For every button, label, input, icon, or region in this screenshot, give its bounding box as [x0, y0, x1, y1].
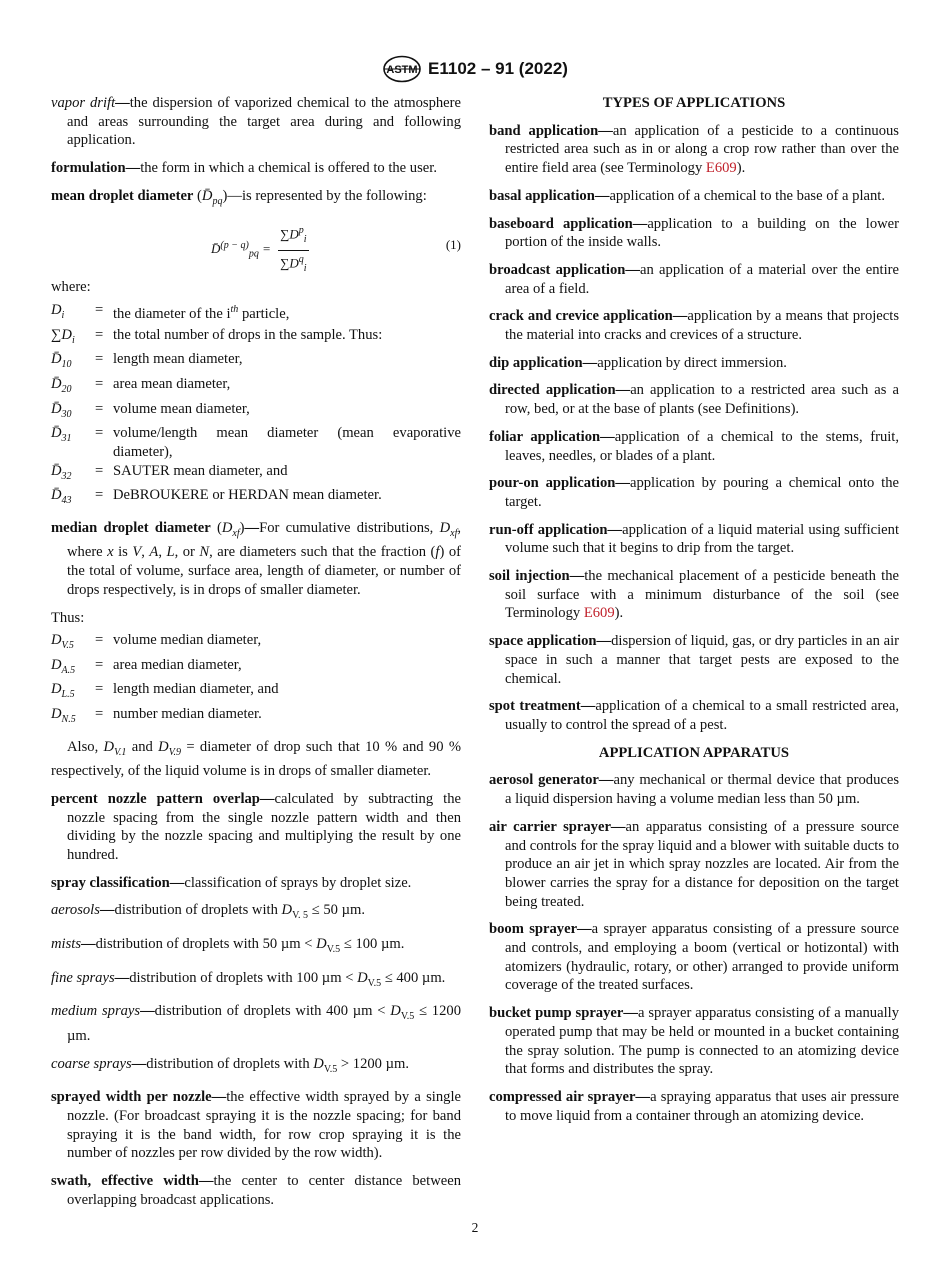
definition-baseboard-application: baseboard application—application to a building on the lower portion of the inside walls. [489, 215, 899, 251]
symbol-row: $D̄_{10}$ = length mean diameter, [51, 351, 243, 371]
definition-fine-sprays: fine sprays—distribution of droplets with 100 $\mu m < D_{V.5} \le 400$ µm. [51, 969, 446, 989]
also-paragraph: Also, $D_{V.1}$ and $D_{V.9}$ = diameter of drop such that 10 % and 90 % respectively, of the liquid volume is in drops of smaller diameter. [51, 738, 461, 780]
definition-vapor-drift: vapor drift—the dispersion of vaporized chemical to the atmosphere and areas surrounding the target area during and following application. [51, 95, 461, 149]
definition-space-application: space application—dispersion of liquid, gas, or dry particles in an air space in such a manner that target pests are exposed to the chemical. [489, 633, 899, 687]
definition-band-application: band application—an application of a pesticide to a continuous restricted area such as in or along a crop row rather than over the entire field area (see Terminology E609). [489, 122, 899, 177]
definition-sprayed-width-per-nozzle: sprayed width per nozzle—the effective width sprayed by a single nozzle. (For broadcast spraying it is the nozzle spacing; for band spraying it is the band width, for row crop spraying it is the number of nozzles per row divided by the row width). [51, 1089, 461, 1162]
right-column [489, 94, 899, 1134]
astm-logo-icon [382, 55, 422, 83]
symbol-row: $D̄_{31}$ = volume/length mean diameter (mean evaporative diameter), [51, 425, 461, 460]
symbol-row: $D_i$ = the diameter of the $i^{th}$ particle, [51, 302, 290, 322]
thus-label: Thus: [51, 609, 85, 626]
where-label: where: [51, 279, 91, 296]
section-heading-types-of-applications: TYPES OF APPLICATIONS [602, 95, 786, 111]
definition-percent-nozzle-pattern-overlap: percent nozzle pattern overlap—calculated by subtracting the nozzle spacing from the single nozzle pattern width and then dividing by the nozzle spacing and multiplying the result by one hundred. [51, 790, 461, 864]
symbol-row: $\sum D_i$ = the total number of drops in the sample. Thus: [51, 326, 383, 346]
definition-coarse-sprays: coarse sprays—distribution of droplets with $D_{V.5} > 1200$ µm. [51, 1055, 410, 1075]
page-number: 2 [471, 1220, 479, 1235]
symbol-row: $D̄_{20}$ = area mean diameter, [51, 375, 231, 395]
definition-aerosol-generator: aerosol generator—any mechanical or thermal device that produces a liquid dispersion having a volume median less than 50 µm. [489, 772, 899, 808]
left-column [51, 94, 461, 1218]
page-header [0, 52, 950, 86]
definition-foliar-application: foliar application—application of a chemical to the stems, fruit, leaves, needles, or blades of a plant. [489, 428, 899, 464]
symbol-row: $D_{N.5}$ = number median diameter. [51, 706, 262, 725]
section-heading-application-apparatus: APPLICATION APPARATUS [598, 744, 790, 761]
symbol-row: $D_{A.5}$ = area median diameter, [51, 656, 242, 676]
equation-1: D̄$^{(p - q)}_{pq}$ = $\frac{\sum D^p_i}{\sum D^q_i}$ (1) [51, 220, 461, 270]
definition-spray-classification: spray classification—classification of sprays by droplet size. [51, 874, 412, 891]
definition-compressed-air-sprayer: compressed air sprayer—a spraying apparatus that uses air pressure to move liquid from a container through an atomizing device. [489, 1088, 899, 1124]
symbol-row: $D_{V.5}$ = volume median diameter, [51, 632, 262, 652]
definition-median-droplet-diameter: median droplet diameter $(D_{xf})—For$ cumulative distributions, $D_{xf}$, where x is V, A, L, or N, are diameters such that the fraction (f) of the total of volume, surface area, length of diameter, or number of drops respectively, is in drops of smaller diameter. [51, 519, 461, 598]
symbol-row: $D̄_{43}$ = DeBROUKERE or HERDAN mean diameter. [51, 487, 382, 507]
definition-crack-and-crevice-application: crack and crevice application—application by a means that projects the material into cracks and crevices of a structure. [489, 308, 899, 344]
definition-basal-application: basal application—application of a chemical to the base of a plant. [489, 187, 885, 204]
definition-pour-on-application: pour-on application—application by pouring a chemical onto the target. [489, 475, 900, 510]
definition-soil-injection: soil injection—the mechanical placement of a pesticide beneath the soil surface with a minimum disturbance of the soil (see Terminology E609). [489, 568, 899, 622]
symbol-row: $D̄_{30}$ = volume mean diameter, [51, 400, 250, 420]
definition-medium-sprays: medium sprays—distribution of droplets with 400 $\mu m < D_{V.5} \le 1200$ µm. [51, 1003, 461, 1044]
definition-run-off-application: run-off application—application of a liquid material using sufficient volume such that it begins to drip from the target. [489, 521, 899, 557]
definition-mean-droplet-diameter: mean droplet diameter $(D̄_{pq})—is$ represented by the following: [51, 187, 427, 207]
definition-dip-application: dip application—application by direct immersion. [489, 354, 787, 371]
definition-broadcast-application: broadcast application—an application of a material over the entire area of a field. [489, 261, 900, 297]
definition-aerosols: aerosols—distribution of droplets with $D_{V. 5} \le 50$ µm. [51, 902, 365, 922]
definition-air-carrier-sprayer: air carrier sprayer—an apparatus consisting of a pressure source and controls for the spray liquid and a blower with suitable ducts to produce an air jet in which spray nozzles are located. Air from the blower carries the spray for a distance for deposition on the target being treated. [489, 818, 899, 910]
definition-mists: mists—distribution of droplets with 50 $\mu m < D_{V.5} \le 100$ µm. [51, 936, 405, 955]
reference-link-e609[interactable]: E609 [705, 160, 737, 177]
definition-formulation: formulation—the form in which a chemical is offered to the user. [51, 160, 437, 177]
mean-diameter-symbol-list [51, 301, 461, 511]
definition-bucket-pump-sprayer: bucket pump sprayer—a sprayer apparatus consisting of a manually operated pump that may be held or mounted in a bucket containing the spray solution. The pump is connected to an atomizing device that forms and distributes the spray. [489, 1005, 899, 1078]
symbol-row: $D_{L.5}$ = length median diameter, and [51, 681, 279, 701]
definition-spot-treatment: spot treatment—application of a chemical to a small restricted area, usually to control the spread of a pest. [489, 698, 899, 733]
symbol-row: $D̄_{32}$ = SAUTER mean diameter, and [51, 462, 288, 482]
reference-link-e609[interactable]: E609 [583, 605, 615, 622]
median-diameter-symbol-list [51, 631, 461, 729]
definition-directed-application: directed application—an application to a restricted area such as a row, bed, or at the base of plants (see Definitions). [489, 382, 899, 418]
document-id: E1102 – 91 (2022) [428, 59, 568, 78]
equation-number: (1) [445, 237, 461, 253]
svg-text:ASTM: ASTM [386, 64, 418, 76]
definition-swath-effective-width: swath, effective width—the center to center distance between overlapping broadcast applications. [51, 1173, 461, 1208]
definition-boom-sprayer: boom sprayer—a sprayer apparatus consisting of a pressure source and controls, and employing a boom (vertical or hotizontal) with atomizers (hydraulic, rotary, or other) arranged to provide uniform coverage of the treated surfaces. [489, 921, 899, 994]
